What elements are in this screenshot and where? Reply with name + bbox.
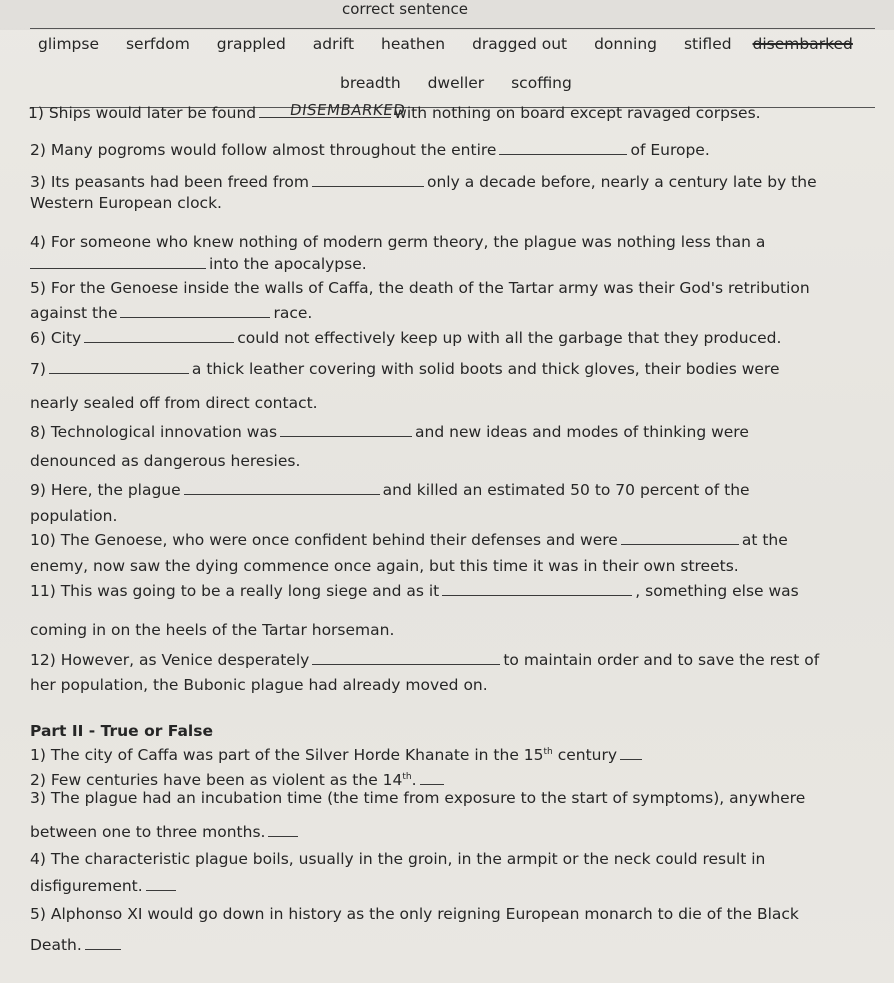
- tf-question-1: 1) The city of Caffa was part of the Silver Horde Khanate in the 15th century: [30, 742, 645, 765]
- tf-blank-4[interactable]: [146, 876, 176, 891]
- answer-blank-9[interactable]: [184, 480, 380, 495]
- word-heathen: heathen: [381, 35, 446, 53]
- question-11: 11) This was going to be a really long siege and as it , something else was: [30, 582, 799, 600]
- question-7: 7) a thick leather covering with solid boots and thick gloves, their bodies were: [30, 360, 780, 378]
- tf-question-4-cont: disfigurement.: [30, 876, 179, 896]
- question-8-cont: denounced as dangerous heresies.: [30, 452, 301, 470]
- answer-blank-6[interactable]: [84, 328, 234, 343]
- answer-blank-3[interactable]: [312, 172, 424, 187]
- word-breadth: breadth: [340, 74, 401, 92]
- word-bank: [30, 28, 875, 108]
- tf-question-2: 2) Few centuries have been as violent as the 14th.: [30, 767, 447, 790]
- answer-blank-11[interactable]: [442, 581, 632, 596]
- question-2: 2) Many pogroms would follow almost throughout the entire of Europe.: [30, 141, 710, 159]
- question-5-cont: against the race.: [30, 304, 313, 322]
- word-bank-row-2: [340, 74, 572, 92]
- answer-blank-4[interactable]: [30, 254, 206, 269]
- question-11-cont: coming in on the heels of the Tartar horseman.: [30, 621, 395, 639]
- tf-question-5: 5) Alphonso XI would go down in history as the only reigning European monarch to die of the Black: [30, 905, 799, 923]
- question-3-cont: Western European clock.: [30, 194, 222, 212]
- page-title: correct sentence: [342, 0, 468, 18]
- word-serfdom: serfdom: [125, 35, 190, 53]
- tf-question-5-cont: Death.: [30, 935, 124, 955]
- tf-blank-2[interactable]: [420, 770, 444, 785]
- question-4-cont: into the apocalypse.: [30, 254, 367, 274]
- word-dragged-out: dragged out: [472, 35, 568, 53]
- question-12-cont: her population, the Bubonic plague had already moved on.: [30, 676, 488, 694]
- answer-blank-5[interactable]: [120, 303, 270, 318]
- question-9: 9) Here, the plague and killed an estimated 50 to 70 percent of the: [30, 481, 750, 499]
- answer-blank-7[interactable]: [49, 359, 189, 374]
- question-1: 1) Ships would later be found with nothing on board except ravaged corpses.: [28, 104, 761, 122]
- question-8: 8) Technological innovation was and new ideas and modes of thinking were: [30, 423, 749, 441]
- question-5: 5) For the Genoese inside the walls of Caffa, the death of the Tartar army was their God's retribution: [30, 279, 810, 297]
- tf-question-4: 4) The characteristic plague boils, usually in the groin, in the armpit or the neck could result in: [30, 850, 766, 868]
- part-2-heading: Part II - True or False: [30, 722, 213, 740]
- answer-blank-8[interactable]: [280, 422, 412, 437]
- word-scoffing: scoffing: [511, 74, 572, 92]
- question-12: 12) However, as Venice desperately to maintain order and to save the rest of: [30, 651, 820, 669]
- answer-blank-2[interactable]: [499, 140, 627, 155]
- tf-blank-3[interactable]: [268, 822, 298, 837]
- tf-blank-1[interactable]: [620, 745, 642, 760]
- question-6: 6) City could not effectively keep up with all the garbage that they produced.: [30, 329, 782, 347]
- question-10-cont: enemy, now saw the dying commence once again, but this time it was in their own streets.: [30, 557, 739, 575]
- word-donning: donning: [594, 35, 658, 53]
- word-disembarked: disembarked: [752, 35, 853, 53]
- word-glimpse: glimpse: [38, 35, 100, 53]
- answer-blank-12[interactable]: [312, 650, 500, 665]
- tf-question-3: 3) The plague had an incubation time (the time from exposure to the start of symptoms), anywhere: [30, 789, 806, 807]
- question-9-cont: population.: [30, 507, 118, 525]
- question-10: 10) The Genoese, who were once confident behind their defenses and were at the: [30, 531, 788, 549]
- word-bank-row-1: [38, 35, 853, 53]
- question-4: 4) For someone who knew nothing of modern germ theory, the plague was nothing less than a: [30, 233, 766, 251]
- word-adrift: adrift: [312, 35, 355, 53]
- handwritten-answer-1: DISEMBARKED: [288, 101, 407, 119]
- tf-question-3-cont: between one to three months.: [30, 822, 301, 842]
- question-3: 3) Its peasants had been freed from only a decade before, nearly a century late by the: [30, 173, 817, 191]
- word-grappled: grappled: [216, 35, 286, 53]
- word-dweller: dweller: [427, 74, 485, 92]
- word-stifled: stifled: [683, 35, 732, 53]
- answer-blank-10[interactable]: [621, 530, 739, 545]
- question-7-cont: nearly sealed off from direct contact.: [30, 394, 318, 412]
- tf-blank-5[interactable]: [85, 935, 121, 950]
